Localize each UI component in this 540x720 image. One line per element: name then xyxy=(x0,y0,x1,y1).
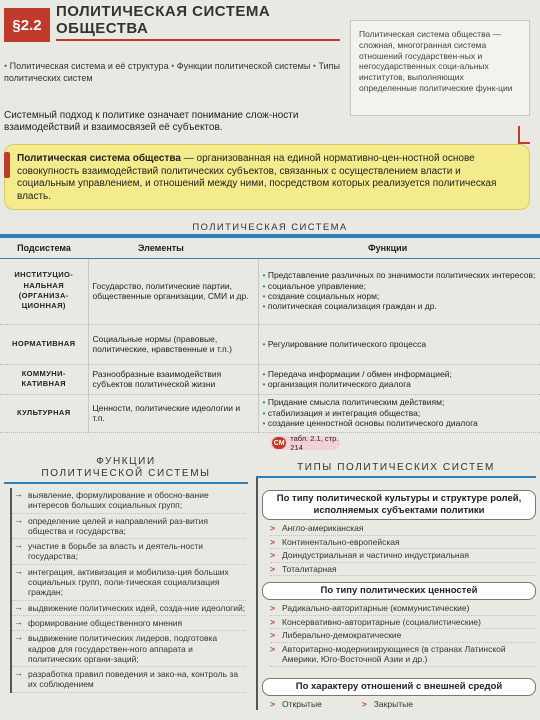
functions-title-line1: ФУНКЦИИ xyxy=(96,456,156,467)
functions-cell xyxy=(258,364,540,394)
type-group-heading: По типу политической культуры и структуре ролей, исполняемых субъектами политики xyxy=(262,490,536,520)
type-group-culture xyxy=(262,490,536,576)
section-title-line2: ОБЩЕСТВА xyxy=(56,20,149,37)
structure-table xyxy=(0,238,540,433)
subsystem-cell: НОРМАТИВНАЯ xyxy=(0,324,88,364)
elements-cell: Разнообразные взаимодействия субъектов политической жизни xyxy=(88,364,258,394)
table-header-row xyxy=(0,238,540,258)
type-group-items xyxy=(262,696,536,711)
list-item: → разработка правил поведения и зако-на, контроль за их соблюдением xyxy=(12,667,246,693)
functions-title xyxy=(4,456,248,480)
list-item: → интеграция, активизация и мобилиза-ция больших социальных групп, поли-тическая социализация граждан; xyxy=(12,565,246,601)
type-group-values xyxy=(262,582,536,667)
type-group-items xyxy=(262,600,536,667)
type-group-environment xyxy=(262,678,536,711)
functions-title-rule xyxy=(4,482,248,484)
function-item: • создание социальных норм; xyxy=(262,291,380,301)
list-item: → выдвижение политических лидеров, подготовка кадров для государствен-ного аппарата и политических органи-заций; xyxy=(12,631,246,667)
table-row xyxy=(0,324,540,364)
section-badge: §2.2 xyxy=(4,8,50,42)
list-item: → определение целей и направлений раз-вития общества и государства; xyxy=(12,514,246,540)
elements-cell: Государство, политические партии, общественные организации, СМИ и др. xyxy=(88,258,258,324)
type-group-heading: По характеру отношений с внешней средой xyxy=(262,678,536,696)
bullet-icon: • xyxy=(4,61,8,71)
definition-term: Политическая система общества xyxy=(17,153,181,164)
topics-list xyxy=(4,60,340,84)
definition-marker xyxy=(4,152,10,178)
column-header-subsystem: Подсистема xyxy=(0,238,88,258)
list-item: > Закрытые xyxy=(362,698,413,711)
section-title-line1: ПОЛИТИЧЕСКАЯ СИСТЕМА xyxy=(56,3,271,20)
subsystem-cell: КОММУНИ-КАТИВНАЯ xyxy=(0,364,88,394)
functions-cell xyxy=(258,324,540,364)
function-item: • организация политического диалога xyxy=(262,379,411,389)
subsystem-cell: ИНСТИТУЦИО-НАЛЬНАЯ (ОРГАНИЗА-ЦИОННАЯ) xyxy=(0,258,88,324)
elements-cell: Социальные нормы (правовые, политические, нравственные и т.п.) xyxy=(88,324,258,364)
function-item: • Придание смысла политическим действиям; xyxy=(262,397,445,408)
list-item: > Доиндустриальная и частично индустриальная xyxy=(270,549,536,563)
list-item: > Либерально-демократические xyxy=(270,629,536,643)
definition-sidebox xyxy=(350,20,530,116)
intro-paragraph: Системный подход к политике означает понимание слож-ности взаимодействий и взаимосвязей её субъектов. xyxy=(4,110,299,133)
definition-text: — организованная на единой нормативно-цен-ностной основе совокупность взаимодействий политических субъектов, связанных с осуществлением власти и социальным управлением, и отношений между ними, посредством которых реализуется политическая власть. xyxy=(17,153,497,202)
table-row xyxy=(0,364,540,394)
functions-title-line2: ПОЛИТИЧЕСКОЙ СИСТЕМЫ xyxy=(41,468,211,479)
list-item: > Континентально-европейская xyxy=(270,536,536,550)
types-title: ТИПЫ ПОЛИТИЧЕСКИХ СИСТЕМ xyxy=(297,462,495,473)
list-item: → выявление, формулирование и обосно-вание интересов больших социальных групп; xyxy=(12,488,246,514)
types-connector-line xyxy=(256,478,258,710)
list-item: > Радикально-авторитарные (коммунистические) xyxy=(270,602,536,616)
type-group-items xyxy=(262,520,536,576)
functions-list xyxy=(10,488,246,693)
function-item: • создание ценностной основы политического диалога xyxy=(262,418,478,429)
cross-reference[interactable] xyxy=(270,436,340,450)
sidebox-corner-mark xyxy=(518,126,530,144)
list-item: → выдвижение политических идей, созда-ние идеологий; xyxy=(12,601,246,616)
list-item: > Открытые xyxy=(270,698,322,711)
column-header-elements: Элементы xyxy=(88,238,258,258)
definition-box xyxy=(4,144,530,210)
functions-cell xyxy=(258,258,540,324)
elements-cell: Ценности, политические идеологии и т.п. xyxy=(88,394,258,432)
list-item: > Тоталитарная xyxy=(270,563,536,577)
function-item: • стабилизация и интеграция общества; xyxy=(262,407,421,418)
cross-reference-text: табл. 2.1, стр. 214 xyxy=(290,434,339,452)
bullet-icon: • xyxy=(312,61,316,71)
structure-table-title: ПОЛИТИЧЕСКАЯ СИСТЕМА xyxy=(192,222,348,233)
function-item: • политическая социализация граждан и др. xyxy=(262,301,437,312)
topic-item: Функции политической системы xyxy=(176,61,311,71)
list-item: > Авторитарно-модернизирующиеся (в странах Латинской Америки, Юго-Восточной Азии и др.) xyxy=(270,643,536,667)
function-item: • Представление различных по значимости политических интересов; xyxy=(262,270,536,281)
topic-item: Типы политических систем xyxy=(4,61,340,83)
list-item: → формирование общественного мнения xyxy=(12,616,246,631)
column-header-functions: Функции xyxy=(258,238,540,258)
list-item: → участие в борьбе за власть и деятель-ности государства; xyxy=(12,539,246,565)
table-row xyxy=(0,394,540,432)
function-item: • Регулирование политического процесса xyxy=(262,338,427,349)
list-item: > Консервативно-авторитарные (социалистические) xyxy=(270,616,536,630)
bullet-icon: • xyxy=(171,61,175,71)
sidebox-text: Политическая система общества — сложная, многогранная система отношений государствен-ных и негосударственных соци-альных институтов, выполняющих определенные политические функ-ции xyxy=(359,29,513,93)
section-title xyxy=(56,3,270,37)
functions-cell xyxy=(258,394,540,432)
types-title-rule xyxy=(256,476,536,478)
list-item: > Англо-американская xyxy=(270,522,536,536)
title-divider xyxy=(56,39,340,41)
function-item: • Передача информации / обмен информацией; xyxy=(262,368,452,379)
type-group-heading: По типу политических ценностей xyxy=(262,582,536,600)
subsystem-cell: КУЛЬТУРНАЯ xyxy=(0,394,88,432)
topic-item: Политическая система и её структура xyxy=(9,61,169,71)
cross-reference-badge: СМ xyxy=(272,437,286,449)
table-row xyxy=(0,258,540,324)
function-item: • социальное управление; xyxy=(262,280,367,291)
